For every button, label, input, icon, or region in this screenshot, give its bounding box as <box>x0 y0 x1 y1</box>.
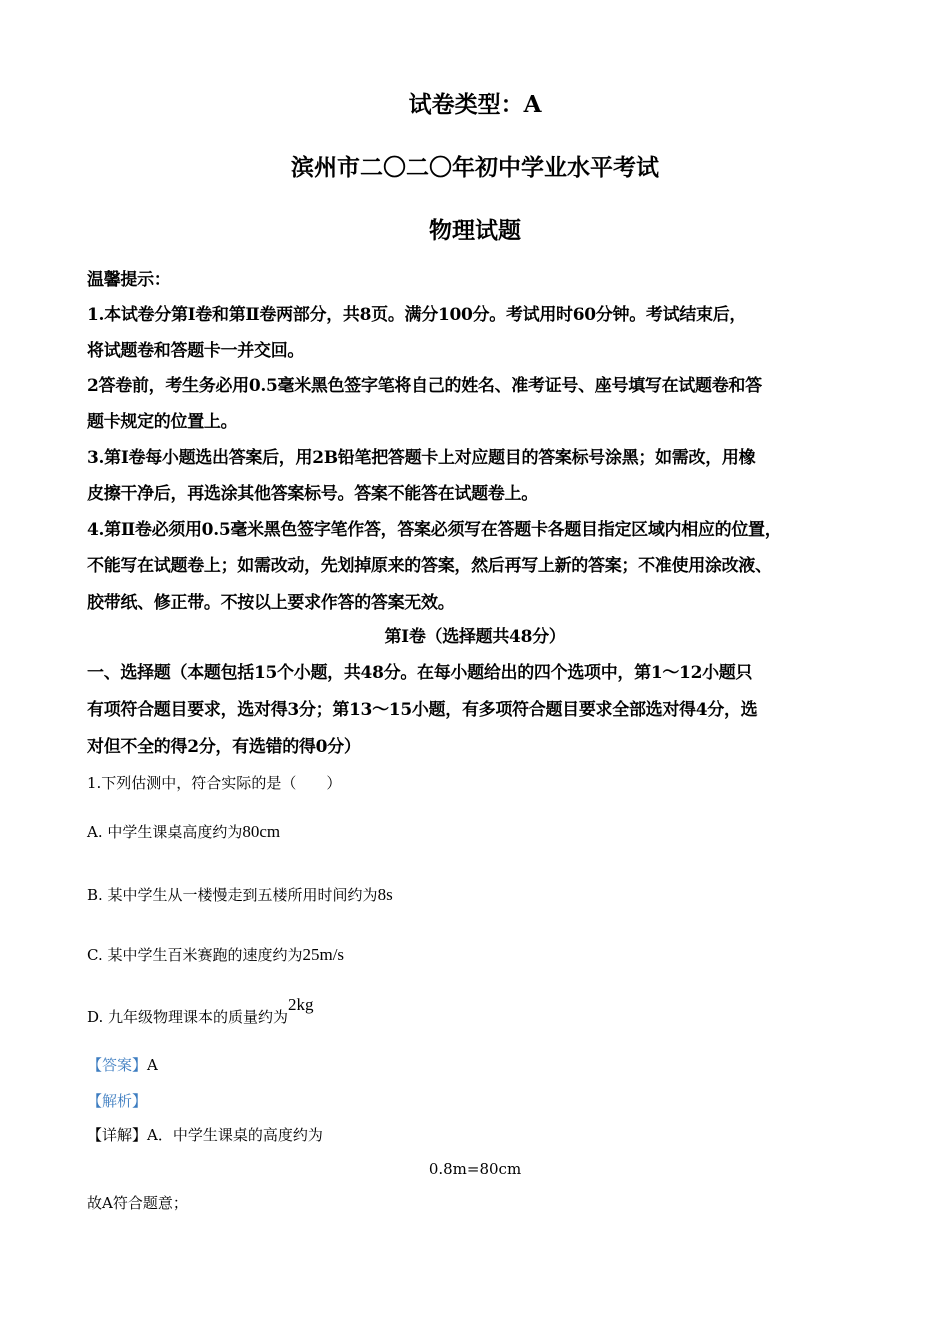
option-text: C. 某中学生百米赛跑的速度约为 <box>87 946 303 964</box>
option-b <box>87 886 393 903</box>
notice-line: 题卡规定的位置上。 <box>87 412 238 432</box>
detail-line <box>87 1128 323 1143</box>
option-text: B. 某中学生从一楼慢走到五楼所用时间约为 <box>87 886 378 904</box>
section-instruction: 有项符合题目要求，选对得3分；第13～15小题，有多项符合题目要求全部选对得4分，选 <box>87 700 758 720</box>
option-text: D. 九年级物理课本的质量约为 <box>87 1008 289 1026</box>
notice-line: 1.本试卷分第Ⅰ卷和第Ⅱ卷两部分，共8页。满分100分。考试用时60分钟。考试结束后， <box>87 305 747 325</box>
paper-type: 试卷类型：A <box>408 91 542 118</box>
option-value: 80cm <box>242 822 281 841</box>
conclusion: 故A符合题意； <box>87 1194 188 1212</box>
notice-line: 皮擦干净后，再选涂其他答案标号。答案不能答在试题卷上。 <box>87 484 538 504</box>
analysis-label: 【解析】 <box>87 1092 148 1110</box>
detail-label: 【详解】 <box>87 1126 148 1144</box>
notice-line: 不能写在试题卷上；如需改动，先划掉原来的答案，然后再写上新的答案；不准使用涂改液、 <box>87 556 772 576</box>
answer-value: A <box>147 1056 158 1074</box>
notice-line: 将试题卷和答题卡一并交回。 <box>87 341 305 361</box>
section-title: 第Ⅰ卷（选择题共48分） <box>384 627 566 647</box>
section-instruction: 对但不全的得2分，有选错的得0分） <box>87 737 361 757</box>
option-value: 2kg <box>288 995 314 1014</box>
subject-title: 物理试题 <box>429 217 521 244</box>
notice-line: 3.第Ⅰ卷每小题选出答案后，用2B铅笔把答题卡上对应题目的答案标号涂黑；如需改，用橡 <box>87 448 756 468</box>
notice-heading: 温馨提示： <box>87 270 171 290</box>
notice-line: 2答卷前，考生务必用0.5毫米黑色签字笔将自己的姓名、准考证号、座号填写在试题卷和答 <box>87 376 762 396</box>
answer-label: 【答案】 <box>87 1056 148 1074</box>
notice-line: 4.第Ⅱ卷必须用0.5毫米黑色签字笔作答，答案必须写在答题卡各题目指定区域内相应的位置， <box>87 520 782 540</box>
option-value: 25m/s <box>302 945 345 964</box>
option-value: 8s <box>377 885 393 904</box>
question-stem: 1.下列估测中，符合实际的是（ ） <box>87 774 342 792</box>
answer-line <box>87 1058 158 1073</box>
formula: 0.8m=80cm <box>428 1160 522 1178</box>
option-d <box>87 995 314 1026</box>
exam-title: 滨州市二〇二〇年初中学业水平考试 <box>291 154 659 181</box>
section-instruction: 一、选择题（本题包括15个小题，共48分。在每小题给出的四个选项中，第1～12小题只 <box>87 663 753 683</box>
detail-text: A．中学生课桌的高度约为 <box>147 1126 323 1144</box>
option-c <box>87 946 344 963</box>
option-a <box>87 823 280 840</box>
notice-line: 胶带纸、修正带。不按以上要求作答的答案无效。 <box>87 593 455 613</box>
option-text: A. 中学生课桌高度约为 <box>87 823 243 841</box>
